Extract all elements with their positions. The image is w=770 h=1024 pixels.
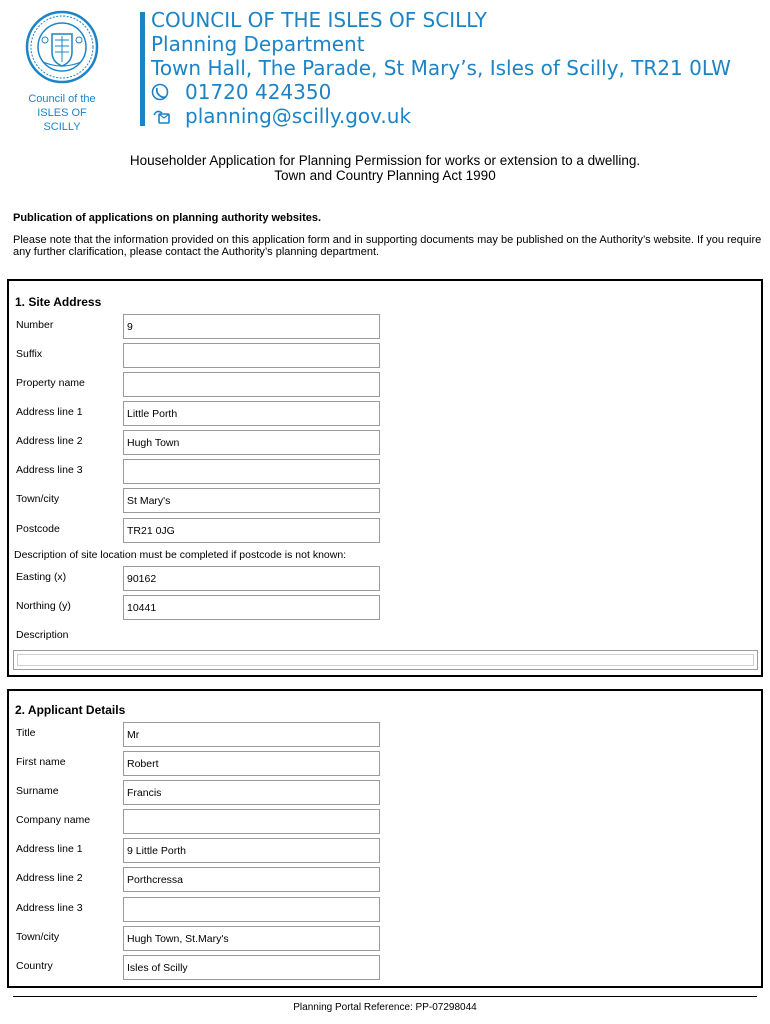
portal-reference: Planning Portal Reference: PP-07298044 bbox=[293, 1002, 477, 1013]
council-logo bbox=[18, 10, 106, 134]
field-label: Address line 2 bbox=[16, 872, 83, 884]
publication-text: Please note that the information provided on this application form and in supporting documents may be published on the Authority’s website. If you require any further clarification, please contact the Authority’s planning department. bbox=[13, 234, 762, 258]
location-note: Description of site location must be completed if postcode is not known: bbox=[14, 549, 347, 561]
address-line2-field[interactable]: Hugh Town bbox=[123, 430, 380, 455]
address-line1-field[interactable]: Little Porth bbox=[123, 401, 380, 426]
field-label: Northing (y) bbox=[16, 600, 71, 612]
applicant-address-line3-field[interactable] bbox=[123, 897, 380, 922]
logo-text-line2: ISLES OF SCILLY bbox=[37, 107, 87, 133]
applicant-town-city-field[interactable]: Hugh Town, St.Mary's bbox=[123, 926, 380, 951]
title-line2: Town and Country Planning Act 1990 bbox=[274, 168, 496, 183]
title-field[interactable]: Mr bbox=[123, 722, 380, 747]
title-line1: Householder Application for Planning Permission for works or extension to a dwelling. bbox=[129, 153, 641, 168]
surname-field[interactable]: Francis bbox=[123, 780, 380, 805]
phone-icon bbox=[151, 83, 173, 101]
header-block bbox=[151, 8, 731, 128]
header-divider bbox=[140, 12, 145, 126]
suffix-field[interactable] bbox=[123, 343, 380, 368]
field-label: Property name bbox=[16, 377, 85, 389]
field-label: Address line 1 bbox=[16, 843, 83, 855]
field-label: Surname bbox=[16, 785, 59, 797]
town-city-field[interactable]: St Mary's bbox=[123, 488, 380, 513]
council-seal-icon bbox=[25, 10, 99, 84]
logo-text-line1: Council of the bbox=[28, 93, 96, 105]
field-label: Suffix bbox=[16, 348, 43, 360]
field-label: Company name bbox=[16, 814, 91, 826]
field-label: Country bbox=[16, 960, 53, 972]
field-label: Easting (x) bbox=[16, 571, 67, 583]
document-title bbox=[0, 153, 770, 183]
number-field[interactable]: 9 bbox=[123, 314, 380, 339]
field-label: Postcode bbox=[16, 523, 60, 535]
description-value bbox=[17, 654, 754, 666]
field-label: Number bbox=[16, 319, 54, 331]
first-name-field[interactable]: Robert bbox=[123, 751, 380, 776]
applicant-address-line2-field[interactable]: Porthcressa bbox=[123, 867, 380, 892]
publication-heading: Publication of applications on planning authority websites. bbox=[13, 212, 322, 224]
field-label: Town/city bbox=[16, 931, 60, 943]
department-name: Planning Department bbox=[151, 32, 365, 56]
northing-field[interactable]: 10441 bbox=[123, 595, 380, 620]
field-label: Town/city bbox=[16, 493, 60, 505]
field-label: Address line 3 bbox=[16, 902, 83, 914]
email-address[interactable]: planning@scilly.gov.uk bbox=[185, 104, 412, 128]
org-name: COUNCIL OF THE ISLES OF SCILLY bbox=[151, 8, 487, 32]
description-label: Description bbox=[16, 629, 69, 641]
field-label: First name bbox=[16, 756, 66, 768]
field-label: Address line 3 bbox=[16, 464, 83, 476]
council-address: Town Hall, The Parade, St Mary’s, Isles of Scilly, TR21 0LW bbox=[151, 56, 731, 80]
company-name-field[interactable] bbox=[123, 809, 380, 834]
address-line3-field[interactable] bbox=[123, 459, 380, 484]
site-address-section bbox=[7, 279, 763, 677]
property-name-field[interactable] bbox=[123, 372, 380, 397]
applicant-details-section bbox=[7, 689, 763, 988]
description-field[interactable] bbox=[13, 650, 758, 670]
postcode-field[interactable]: TR21 0JG bbox=[123, 518, 380, 543]
section-title: 1. Site Address bbox=[15, 295, 102, 309]
field-label: Address line 1 bbox=[16, 406, 83, 418]
easting-field[interactable]: 90162 bbox=[123, 566, 380, 591]
applicant-address-line1-field[interactable]: 9 Little Porth bbox=[123, 838, 380, 863]
field-label: Title bbox=[16, 727, 36, 739]
country-field[interactable]: Isles of Scilly bbox=[123, 955, 380, 980]
email-icon bbox=[151, 107, 173, 125]
section-title: 2. Applicant Details bbox=[15, 703, 126, 717]
footer-divider bbox=[13, 996, 757, 997]
field-label: Address line 2 bbox=[16, 435, 83, 447]
phone-number[interactable]: 01720 424350 bbox=[185, 80, 332, 104]
